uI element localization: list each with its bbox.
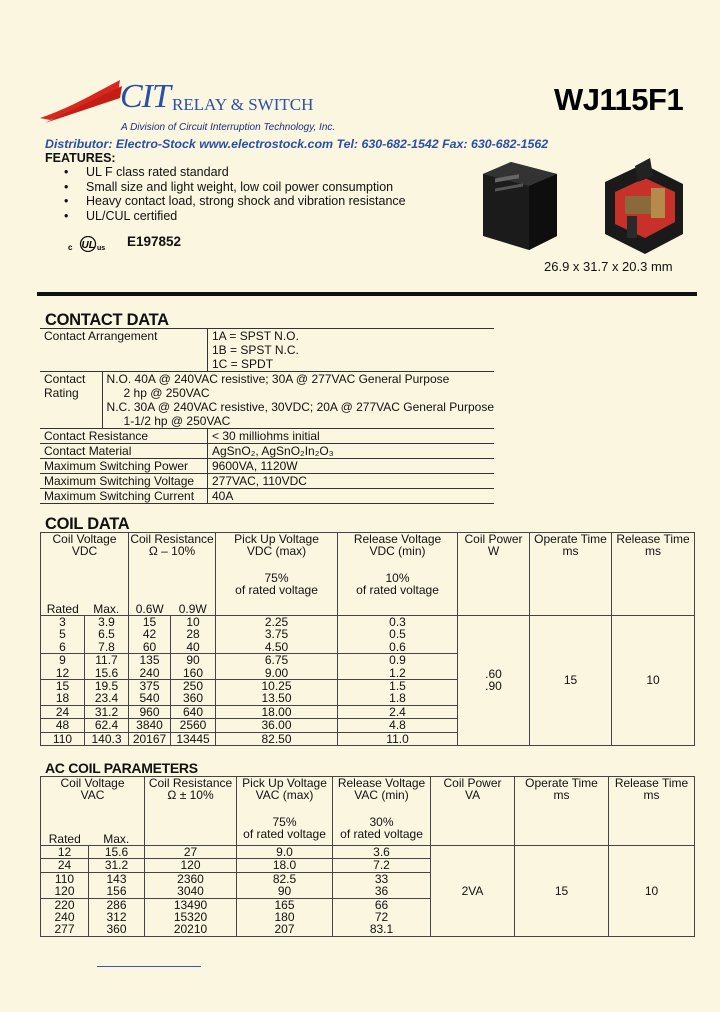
table-cell: 82.50 bbox=[216, 732, 338, 745]
col-header: Release Time bbox=[616, 532, 690, 546]
table-cell: 13445 bbox=[171, 732, 216, 745]
row-label: Maximum Switching Power bbox=[40, 459, 208, 473]
table-cell: 6.5 bbox=[85, 628, 129, 640]
table-cell: 42 bbox=[129, 628, 171, 640]
table-cell: 156 bbox=[89, 885, 145, 898]
table-cell: 36.00 bbox=[216, 719, 338, 732]
table-row bbox=[40, 372, 494, 429]
row-value: 1A = SPST N.O. bbox=[212, 329, 299, 343]
row-value: N.O. 40A @ 240VAC resistive; 30A @ 277VAC General Purpose bbox=[106, 372, 450, 386]
table-cell: 7.2 bbox=[333, 859, 431, 872]
table-cell: 110 bbox=[41, 872, 89, 885]
table-row bbox=[40, 489, 494, 504]
col-header-pct: 75% bbox=[272, 814, 297, 829]
table-cell: 3 bbox=[41, 615, 85, 628]
ac-coil-heading: AC COIL PARAMETERS bbox=[45, 760, 198, 776]
col-header-note: of rated voltage bbox=[243, 827, 326, 842]
row-value: 277VAC, 110VDC bbox=[212, 474, 307, 488]
table-cell: 18 bbox=[41, 692, 85, 705]
col-header-unit: VAC (max) bbox=[255, 788, 314, 803]
ac-release-time-value: 10 bbox=[609, 845, 695, 936]
table-cell: 240 bbox=[41, 911, 89, 923]
col-header: Release Time bbox=[614, 776, 689, 790]
coil-power-value-line: .60 bbox=[485, 667, 502, 682]
table-row bbox=[40, 429, 494, 444]
col-header: Coil Power bbox=[464, 532, 523, 546]
table-cell: 277 bbox=[41, 923, 89, 936]
ac-coil-table bbox=[40, 776, 695, 937]
contact-data-heading: CONTACT DATA bbox=[45, 311, 169, 329]
feature-item: • Small size and light weight, low coil power consumption bbox=[64, 180, 406, 195]
table-cell: 18.00 bbox=[216, 705, 338, 718]
coil-power-value bbox=[458, 615, 530, 745]
table-cell: 4.50 bbox=[216, 641, 338, 654]
col-header: Coil Resistance bbox=[148, 776, 233, 790]
table-cell: 27 bbox=[145, 845, 237, 858]
col-header-unit: Ω ± 10% bbox=[167, 788, 214, 803]
col-header-pct: 10% bbox=[385, 570, 410, 585]
table-cell: 6 bbox=[41, 641, 85, 654]
row-value: < 30 milliohms initial bbox=[212, 429, 320, 443]
table-row bbox=[41, 615, 695, 628]
ul-file-number: E197852 bbox=[127, 234, 182, 249]
table-cell: 9 bbox=[41, 654, 85, 667]
row-value: 9600VA, 1120W bbox=[212, 459, 298, 473]
feature-item: • Heavy contact load, strong shock and vibration resistance bbox=[64, 194, 406, 209]
relay-product-image bbox=[475, 152, 695, 260]
table-cell: 1.5 bbox=[338, 679, 458, 692]
col-header-unit: VA bbox=[464, 788, 481, 803]
table-cell: 28 bbox=[171, 628, 216, 640]
col-header-unit: W bbox=[487, 544, 500, 559]
table-cell: 36 bbox=[333, 885, 431, 898]
table-cell: 4.8 bbox=[338, 719, 458, 732]
col-header-pct: 75% bbox=[264, 570, 289, 585]
table-cell: 15 bbox=[41, 679, 85, 692]
col-header: Coil Resistance bbox=[130, 532, 214, 546]
table-cell: 24 bbox=[41, 705, 85, 718]
table-cell: 165 bbox=[237, 898, 333, 911]
row-label: Contact Rating bbox=[40, 372, 103, 428]
row-value: 40A bbox=[212, 489, 234, 503]
part-number: WJ115F1 bbox=[554, 82, 684, 117]
col-header-unit: ms bbox=[553, 788, 570, 803]
feature-item: • UL F class rated standard bbox=[64, 165, 406, 180]
release-time-value-line: 10 bbox=[646, 673, 660, 688]
table-cell: 6.75 bbox=[216, 654, 338, 667]
col-subheader: 0.6W bbox=[129, 603, 171, 616]
svg-text:UL: UL bbox=[81, 240, 95, 251]
row-label: Maximum Switching Current bbox=[40, 489, 208, 503]
table-cell: 3040 bbox=[145, 885, 237, 898]
col-header-unit: VDC bbox=[71, 544, 98, 559]
svg-text:c: c bbox=[68, 243, 73, 252]
table-cell: 20167 bbox=[129, 732, 171, 745]
table-cell: 360 bbox=[89, 923, 145, 936]
table-cell: 1.8 bbox=[338, 692, 458, 705]
table-cell: 72 bbox=[333, 911, 431, 923]
operate-time-value bbox=[530, 615, 612, 745]
col-header: Operate Time bbox=[534, 532, 607, 546]
table-cell: 2560 bbox=[171, 719, 216, 732]
table-row bbox=[40, 474, 494, 489]
table-cell: 960 bbox=[129, 705, 171, 718]
col-header-unit: ms bbox=[645, 544, 662, 559]
coil-data-heading: COIL DATA bbox=[45, 515, 130, 533]
col-header: Release Voltage bbox=[353, 532, 442, 546]
table-cell: 2360 bbox=[145, 872, 237, 885]
table-row bbox=[40, 459, 494, 474]
table-cell: 82.5 bbox=[237, 872, 333, 885]
row-value: AgSnO₂, AgSnO₂In₂O₃ bbox=[212, 444, 334, 458]
table-cell: 83.1 bbox=[333, 923, 431, 936]
table-cell: 23.4 bbox=[85, 692, 129, 705]
row-value: 2 hp @ 250VAC bbox=[123, 386, 210, 400]
table-cell: 31.2 bbox=[85, 705, 129, 718]
col-header-unit: VDC (min) bbox=[369, 544, 426, 559]
table-cell: 12 bbox=[41, 667, 85, 680]
distributor-line: Distributor: Electro-Stock www.electrostock.com Tel: 630-682-1542 Fax: 630-682-1562 bbox=[45, 137, 549, 151]
table-cell: 66 bbox=[333, 898, 431, 911]
table-cell: 143 bbox=[89, 872, 145, 885]
ac-coil-power-value: 2VA bbox=[431, 845, 515, 936]
table-cell: 13.50 bbox=[216, 692, 338, 705]
col-subheader: Rated bbox=[41, 833, 89, 846]
table-cell: 9.00 bbox=[216, 667, 338, 680]
col-header-unit: VDC (max) bbox=[246, 544, 307, 559]
table-cell: 312 bbox=[89, 911, 145, 923]
operate-time-value-line: 15 bbox=[563, 673, 578, 688]
row-value: N.C. 30A @ 240VAC resistive, 30VDC; 20A @ 277VAC General Purpose bbox=[106, 400, 494, 414]
table-cell: 10 bbox=[171, 615, 216, 628]
logo-wordmark: CIT bbox=[120, 78, 170, 115]
col-header-unit: VAC (min) bbox=[354, 788, 409, 803]
col-subheader: 0.9W bbox=[171, 603, 216, 616]
col-header: Coil Power bbox=[443, 776, 502, 790]
logo-tagline: RELAY & SWITCH bbox=[172, 95, 314, 114]
table-cell: 286 bbox=[89, 898, 145, 911]
table-cell: 18.0 bbox=[237, 859, 333, 872]
table-cell: 15.6 bbox=[85, 667, 129, 680]
table-cell: 220 bbox=[41, 898, 89, 911]
col-header-note: of rated voltage bbox=[235, 583, 318, 598]
col-header-note: of rated voltage bbox=[340, 827, 423, 842]
table-cell: 15320 bbox=[145, 911, 237, 923]
table-header-row bbox=[41, 533, 695, 603]
col-header: Release Voltage bbox=[337, 776, 426, 790]
table-cell: 40 bbox=[171, 641, 216, 654]
table-cell: 0.6 bbox=[338, 641, 458, 654]
col-header: Pick Up Voltage bbox=[234, 532, 319, 546]
table-cell: 33 bbox=[333, 872, 431, 885]
table-cell: 2.4 bbox=[338, 705, 458, 718]
table-cell: 540 bbox=[129, 692, 171, 705]
svg-text:us: us bbox=[97, 245, 106, 252]
col-subheader: Max. bbox=[89, 833, 145, 846]
table-cell: 640 bbox=[171, 705, 216, 718]
table-cell: 15 bbox=[129, 615, 171, 628]
table-cell: 207 bbox=[237, 923, 333, 936]
table-cell: 2.25 bbox=[216, 615, 338, 628]
col-header-unit: Ω – 10% bbox=[148, 544, 196, 559]
table-cell: 0.3 bbox=[338, 615, 458, 628]
row-label: Contact Material bbox=[40, 444, 208, 458]
table-cell: 48 bbox=[41, 719, 85, 732]
table-cell: 90 bbox=[237, 885, 333, 898]
table-cell: 3.6 bbox=[333, 845, 431, 858]
ul-certification-icon bbox=[68, 236, 118, 252]
col-header-note: of rated voltage bbox=[356, 583, 439, 598]
coil-power-value-line: .90 bbox=[485, 679, 502, 694]
table-cell: 11.7 bbox=[85, 654, 129, 667]
table-cell: 240 bbox=[129, 667, 171, 680]
features-list bbox=[64, 165, 406, 223]
table-cell: 0.5 bbox=[338, 628, 458, 640]
table-cell: 1.2 bbox=[338, 667, 458, 680]
table-row bbox=[40, 444, 494, 459]
table-cell: 11.0 bbox=[338, 732, 458, 745]
table-cell: 375 bbox=[129, 679, 171, 692]
table-row bbox=[40, 328, 494, 372]
table-cell: 12 bbox=[41, 845, 89, 858]
row-label: Contact Arrangement bbox=[40, 329, 208, 371]
table-cell: 20210 bbox=[145, 923, 237, 936]
footer-link-underline bbox=[97, 966, 201, 967]
table-cell: 24 bbox=[41, 859, 89, 872]
row-value: 1B = SPST N.C. bbox=[212, 343, 299, 357]
table-cell: 3.9 bbox=[85, 615, 129, 628]
table-cell: 15.6 bbox=[89, 845, 145, 858]
table-cell: 110 bbox=[41, 732, 85, 745]
table-cell: 19.5 bbox=[85, 679, 129, 692]
coil-data-table bbox=[40, 532, 695, 746]
col-header-pct: 30% bbox=[369, 814, 394, 829]
col-header: Coil Voltage bbox=[52, 532, 117, 546]
table-cell: 7.8 bbox=[85, 641, 129, 654]
table-cell: 160 bbox=[171, 667, 216, 680]
table-cell: 250 bbox=[171, 679, 216, 692]
col-header: Pick Up Voltage bbox=[242, 776, 327, 790]
logo-subtitle: A Division of Circuit Interruption Technology, Inc. bbox=[121, 122, 336, 133]
col-subheader: Rated bbox=[41, 603, 85, 616]
ac-operate-time-value: 15 bbox=[515, 845, 609, 936]
dimensions-label: 26.9 x 31.7 x 20.3 mm bbox=[544, 259, 673, 274]
table-cell: 120 bbox=[41, 885, 89, 898]
col-header: Operate Time bbox=[525, 776, 598, 790]
table-cell: 10.25 bbox=[216, 679, 338, 692]
feature-item: • UL/CUL certified bbox=[64, 209, 406, 224]
table-cell: 135 bbox=[129, 654, 171, 667]
row-value: 1C = SPDT bbox=[212, 357, 274, 371]
release-time-value bbox=[612, 615, 695, 745]
col-header-unit: VAC bbox=[80, 788, 105, 803]
table-cell: 3.75 bbox=[216, 628, 338, 640]
col-header: Coil Voltage bbox=[60, 776, 125, 790]
row-value: 1-1/2 hp @ 250VAC bbox=[123, 414, 231, 428]
table-cell: 0.9 bbox=[338, 654, 458, 667]
table-cell: 180 bbox=[237, 911, 333, 923]
table-cell: 31.2 bbox=[89, 859, 145, 872]
col-header-unit: ms bbox=[643, 788, 660, 803]
section-divider bbox=[37, 292, 697, 296]
col-subheader: Max. bbox=[85, 603, 129, 616]
row-label: Contact Resistance bbox=[40, 429, 208, 443]
row-label: Maximum Switching Voltage bbox=[40, 474, 208, 488]
table-cell: 140.3 bbox=[85, 732, 129, 745]
features-heading: FEATURES: bbox=[45, 151, 116, 165]
table-cell: 62.4 bbox=[85, 719, 129, 732]
col-header-unit: ms bbox=[562, 544, 579, 559]
table-cell: 3840 bbox=[129, 719, 171, 732]
contact-data-table bbox=[40, 328, 494, 504]
table-cell: 9.0 bbox=[237, 845, 333, 858]
table-cell: 13490 bbox=[145, 898, 237, 911]
table-cell: 360 bbox=[171, 692, 216, 705]
table-cell: 120 bbox=[145, 859, 237, 872]
table-row bbox=[41, 845, 695, 858]
table-cell: 5 bbox=[41, 628, 85, 640]
table-cell: 60 bbox=[129, 641, 171, 654]
table-header-row bbox=[41, 777, 695, 833]
table-cell: 90 bbox=[171, 654, 216, 667]
